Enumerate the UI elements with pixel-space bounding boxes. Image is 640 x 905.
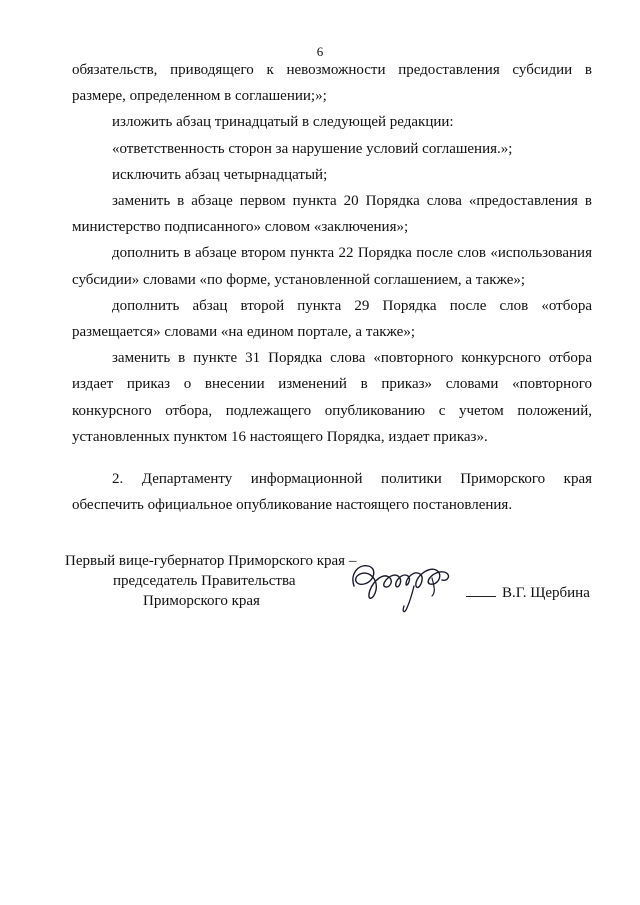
handwritten-signature bbox=[348, 556, 460, 614]
paragraph-item-22: дополнить в абзаце втором пункта 22 Порядка после слов «использования субсидии» словами «по форме, установленной соглашением, а также»; bbox=[72, 245, 592, 288]
signatory-title-line-3: Приморского края bbox=[143, 593, 260, 609]
paragraph-item-31: заменить в пункте 31 Порядка слова «повторного конкурсного отбора издает приказ о внесении изменений в приказ» словами «повторного конкурсного отбора, подлежащего опубликованию с учетом положений, установленных пунктом 16 настоящего Порядка, издает приказ». bbox=[72, 350, 592, 445]
paragraph-item-20: заменить в абзаце первом пункта 20 Порядка слова «предоставления в министерство подписанного» словом «заключения»; bbox=[72, 193, 592, 236]
paragraph-amend-13: изложить абзац тринадцатый в следующей редакции: bbox=[112, 114, 454, 131]
signature-dash bbox=[466, 596, 496, 597]
signatory-title-line-2: председатель Правительства bbox=[113, 573, 296, 589]
signatory-title-line-1: Первый вице-губернатор Приморского края – bbox=[65, 553, 357, 569]
page-number: 6 bbox=[316, 44, 324, 59]
paragraph-quote-responsibility: «ответственность сторон за нарушение условий соглашения.»; bbox=[112, 140, 513, 157]
paragraph-continuation: обязательств, приводящего к невозможности предоставления субсидии в размере, определенном в соглашении;»; bbox=[72, 62, 592, 105]
paragraph-publication: 2. Департаменту информационной политики Приморского края обеспечить официальное опубликование настоящего постановления. bbox=[72, 471, 592, 514]
paragraph-item-29: дополнить абзац второй пункта 29 Порядка после слов «отбора размещается» словами «на едином портале, а также»; bbox=[72, 297, 592, 341]
signer-name: В.Г. Щербина bbox=[502, 585, 590, 601]
signatory-title bbox=[65, 551, 365, 611]
document-body bbox=[72, 57, 592, 518]
paragraph-exclude-14: исключить абзац четырнадцатый; bbox=[112, 166, 328, 183]
